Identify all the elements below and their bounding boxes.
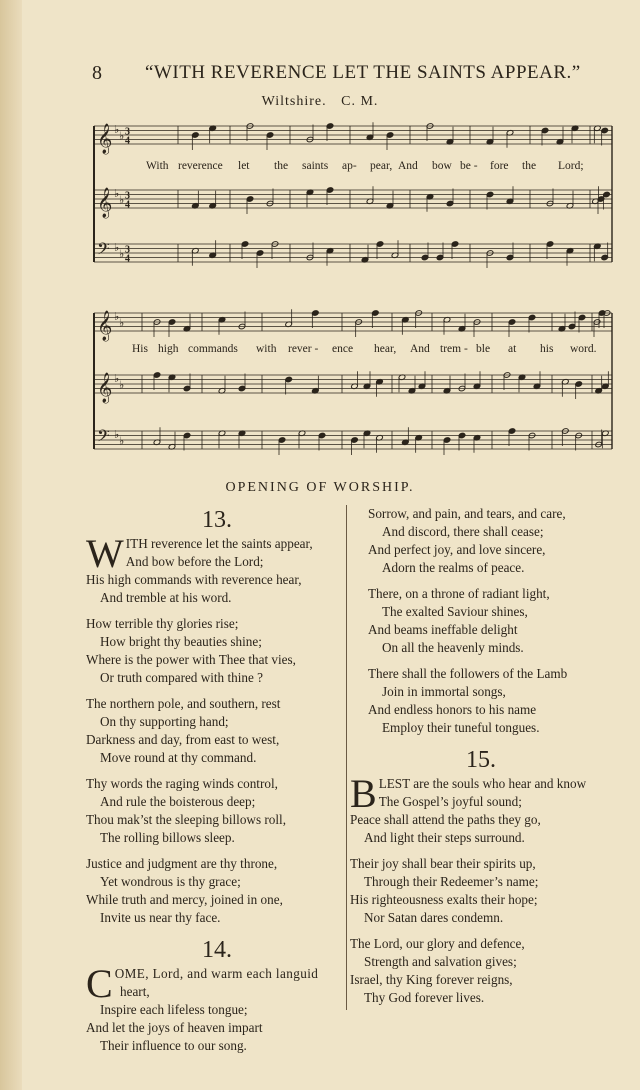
hymn-number: 13.	[202, 507, 232, 533]
left-column	[86, 505, 348, 1063]
verse-line: His righteousness exalts their hope;	[350, 892, 538, 907]
treble-clef: 𝄞	[97, 373, 113, 403]
verse-line: On thy supporting hand;	[100, 714, 229, 729]
verse-line: And discord, there shall cease;	[382, 524, 544, 539]
time-signature-top: 3	[125, 190, 130, 202]
verse-line: Thy God forever lives.	[364, 990, 485, 1005]
time-signature-bottom: 4	[125, 253, 130, 265]
lyric-syllable: the	[274, 160, 289, 172]
dropcap-letter: W	[86, 531, 124, 576]
verse-line: There shall the followers of the Lamb	[368, 666, 568, 681]
flat-sign: ♭	[119, 379, 125, 392]
verse-line: And beams ineffable delight	[368, 622, 518, 637]
treble-clef: 𝄞	[97, 188, 113, 218]
lyric-syllable: ap-	[342, 160, 357, 172]
verse-line: Yet wondrous is thy grace;	[100, 874, 241, 889]
verse-line: Employ their tuneful tongues.	[382, 720, 540, 735]
verse-line: The exalted Saviour shines,	[382, 604, 528, 619]
right-column	[350, 505, 612, 1015]
verse-line: Justice and judgment are thy throne,	[86, 856, 278, 871]
verse-line: Invite us near thy face.	[100, 910, 221, 925]
hymn-13-stanza-2	[86, 615, 348, 687]
verse-line: The Lord, our glory and defence,	[350, 936, 525, 951]
verse-line: How bright thy beauties shine;	[100, 634, 262, 649]
section-title: OPENING OF WORSHIP.	[225, 480, 415, 495]
verse-line: The northern pole, and southern, rest	[86, 696, 281, 711]
verse-line: Strength and salvation gives;	[364, 954, 517, 969]
hymn-13-stanza-4	[86, 775, 348, 847]
verse-line: His high commands with reverence hear,	[86, 572, 302, 587]
page-header	[0, 60, 640, 90]
lyric-syllable: be -	[460, 160, 478, 172]
dropcap-letter: C	[86, 961, 113, 1006]
tune-name: Wiltshire.	[261, 94, 327, 109]
verse-line: Their influence to our song.	[100, 1038, 247, 1053]
verse-line: And rule the boisterous deep;	[100, 794, 256, 809]
verse-line: There, on a throne of radiant light,	[368, 586, 550, 601]
lyric-syllable: ble	[476, 343, 491, 355]
verse-line: Thy words the raging winds control,	[86, 776, 278, 791]
page-gutter	[0, 0, 22, 1090]
hymn-13-stanza-1	[86, 531, 348, 607]
flat-sign: ♭	[114, 187, 120, 200]
lyric-syllable: hear,	[374, 343, 397, 355]
lyric-syllable: with	[256, 343, 277, 355]
lyric-syllable: high	[158, 343, 179, 355]
flat-sign: ♭	[114, 428, 120, 441]
verse-line: Join in immortal songs,	[382, 684, 506, 699]
lyric-syllable: With	[146, 160, 169, 172]
hymn-15-stanza-3	[350, 935, 612, 1007]
verse-line: Where is the power with Thee that vies,	[86, 652, 296, 667]
verse-line: Their joy shall bear their spirits up,	[350, 856, 536, 871]
tune-meter: C. M.	[341, 94, 379, 109]
verse-line: And bow before the Lord;	[125, 554, 264, 569]
lyric-syllable: Lord;	[558, 160, 584, 172]
verse-line: Through their Redeemer’s name;	[364, 874, 539, 889]
verse-line: How terrible thy glories rise;	[86, 616, 239, 631]
staff-group-2	[92, 305, 614, 465]
flat-sign: ♭	[114, 372, 120, 385]
hymn-number: 15.	[466, 747, 496, 773]
hymn-15-stanza-1	[350, 771, 612, 847]
dropcap-block	[86, 961, 348, 1006]
lyric-syllable: his	[540, 343, 554, 355]
flat-sign: ♭	[119, 435, 125, 448]
lyric-syllable: reverence	[178, 160, 223, 172]
verse-line: Sorrow, and pain, and tears, and care,	[368, 506, 566, 521]
verse-line: And light their steps surround.	[364, 830, 525, 845]
hymn-14-stanza-2	[350, 505, 612, 577]
lyric-syllable: commands	[188, 343, 238, 355]
bass-clef: 𝄢	[97, 425, 110, 450]
lyric-syllable: the	[522, 160, 537, 172]
verse-line: heart,	[120, 984, 150, 999]
verse-line: OME, Lord, and warm each languid	[114, 966, 319, 981]
treble-clef: 𝄞	[97, 124, 113, 154]
hymn-14-stanza-1	[86, 961, 348, 1055]
verse-line: The rolling billows sleep.	[100, 830, 235, 845]
verse-line: The Gospel’s joyful sound;	[378, 794, 522, 809]
verse-line: And endless honors to his name	[368, 702, 537, 717]
music-system-2	[92, 305, 614, 465]
treble-clef: 𝄞	[97, 311, 113, 341]
hymn-14-stanza-4	[350, 665, 612, 737]
bass-clef: 𝄢	[97, 238, 110, 263]
hymn-13-stanza-3	[86, 695, 348, 767]
lyric-syllable: at	[508, 343, 517, 355]
dropcap-block	[86, 531, 348, 576]
hymn-15-stanza-2	[350, 855, 612, 927]
verse-line: ITH reverence let the saints appear,	[125, 536, 313, 551]
verse-line: Inspire each lifeless tongue;	[100, 1002, 248, 1017]
dropcap-letter: B	[350, 771, 377, 816]
verse-line: While truth and mercy, joined in one,	[86, 892, 283, 907]
flat-sign: ♭	[114, 123, 120, 136]
lyric-syllable: bow	[432, 160, 452, 172]
verse-line: Peace shall attend the paths they go,	[350, 812, 541, 827]
dropcap-block	[350, 771, 612, 816]
lyric-syllable: ence	[332, 343, 354, 355]
lyric-syllable: His	[132, 343, 148, 355]
lyric-syllable: pear,	[370, 160, 393, 172]
verse-line: Nor Satan dares condemn.	[364, 910, 504, 925]
music-system-1	[92, 118, 614, 278]
flat-sign: ♭	[114, 241, 120, 254]
staff-group-1	[92, 118, 614, 278]
hymn-14-stanza-3	[350, 585, 612, 657]
page-number: 8	[92, 62, 102, 84]
verse-line: Adorn the realms of peace.	[382, 560, 525, 575]
lyric-syllable: And	[398, 160, 418, 172]
flat-sign: ♭	[119, 248, 125, 261]
time-signature-top: 3	[125, 244, 130, 256]
flat-sign: ♭	[114, 310, 120, 323]
verse-line: Or truth compared with thine ?	[100, 670, 263, 685]
verse-line: Darkness and day, from east to west,	[86, 732, 280, 747]
verse-line: Move round at thy command.	[100, 750, 257, 765]
verse-line: LEST are the souls who hear and know	[378, 776, 587, 791]
time-signature-bottom: 4	[125, 199, 130, 211]
lyric-syllable: And	[410, 343, 430, 355]
verse-line: And tremble at his word.	[100, 590, 232, 605]
tune-heading	[0, 94, 640, 110]
lyric-syllable: rever -	[288, 343, 319, 355]
verse-line: On all the heavenly minds.	[382, 640, 524, 655]
lyric-syllable: fore	[490, 160, 509, 172]
hymn-number: 14.	[202, 937, 232, 963]
hymn-13-stanza-5	[86, 855, 348, 927]
verse-line: Thou mak’st the sleeping billows roll,	[86, 812, 286, 827]
lyric-syllable: let	[238, 160, 250, 172]
flat-sign: ♭	[119, 194, 125, 207]
verse-line: And let the joys of heaven impart	[86, 1020, 263, 1035]
flat-sign: ♭	[119, 317, 125, 330]
verse-line: And perfect joy, and love sincere,	[368, 542, 546, 557]
verse-line: Israel, thy King forever reigns,	[350, 972, 513, 987]
time-signature-bottom: 4	[125, 135, 130, 147]
lyric-syllable: word.	[570, 343, 597, 355]
lyric-syllable: saints	[302, 160, 329, 172]
flat-sign: ♭	[119, 130, 125, 143]
running-title: “WITH REVERENCE LET THE SAINTS APPEAR.”	[145, 62, 581, 83]
lyric-syllable: trem -	[440, 343, 468, 355]
time-signature-top: 3	[125, 126, 130, 138]
